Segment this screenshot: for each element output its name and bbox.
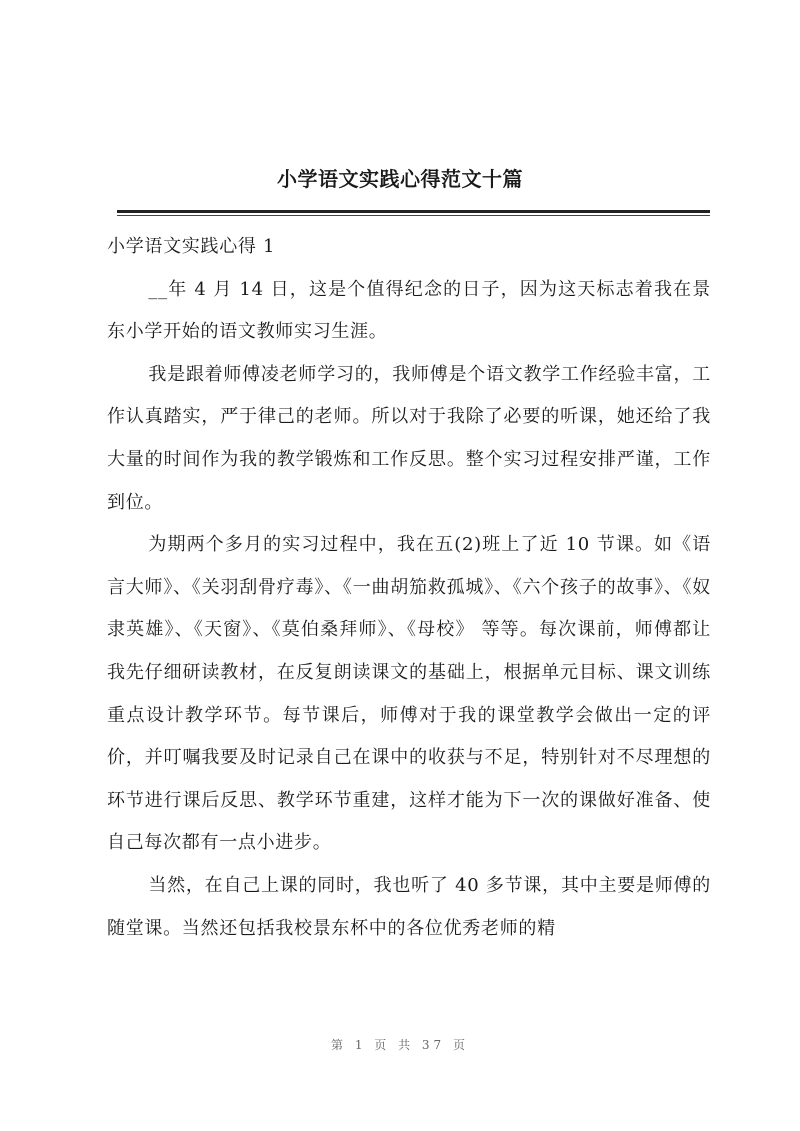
document-body	[107, 226, 711, 950]
paragraph: 我是跟着师傅凌老师学习的，我师傅是个语文教学工作经验丰富，工作认真踏实，严于律己的老师。所以对于我除了必要的听课，她还给了我大量的时间作为我的教学锻炼和工作反思。整个实习过程安排严谨，工作到位。	[107, 363, 711, 513]
paragraph: 为期两个多月的实习过程中，我在五(2)班上了近 10 节课。如《语言大师》、《关羽刮骨疗毒》、《一曲胡笳救孤城》、《六个孩子的故事》、《奴隶英雄》、《天窗》、《莫伯桑拜师》、《母校》 等等。每次课前，师傅都让我先仔细研读教材，在反复朗读课文的基础上，根据单元目标、课文训练重点设计教学环节。每节课后，师傅对于我的课堂教学会做出一定的评价，并叮嘱我要及时记录自己在课中的收获与不足，特别针对不尽理想的环节进行课后反思、教学环节重建，这样才能为下一次的课做好准备、使自己每次都有一点小进步。	[107, 534, 711, 854]
section-heading: 小学语文实践心得 1	[107, 236, 276, 257]
paragraph: __年 4 月 14 日，这是个值得纪念的日子，因为这天标志着我在景东小学开始的语文教师实习生涯。	[107, 278, 711, 343]
document-title: 小学语文实践心得范文十篇	[277, 167, 523, 191]
title-divider-thin	[117, 215, 710, 216]
page-footer: 第 1 页 共 37 页	[331, 1038, 469, 1052]
paragraph: 当然，在自己上课的同时，我也听了 40 多节课，其中主要是师傅的随堂课。当然还包括我校景东杯中的各位优秀老师的精	[107, 874, 711, 939]
title-divider-thick	[117, 210, 710, 213]
